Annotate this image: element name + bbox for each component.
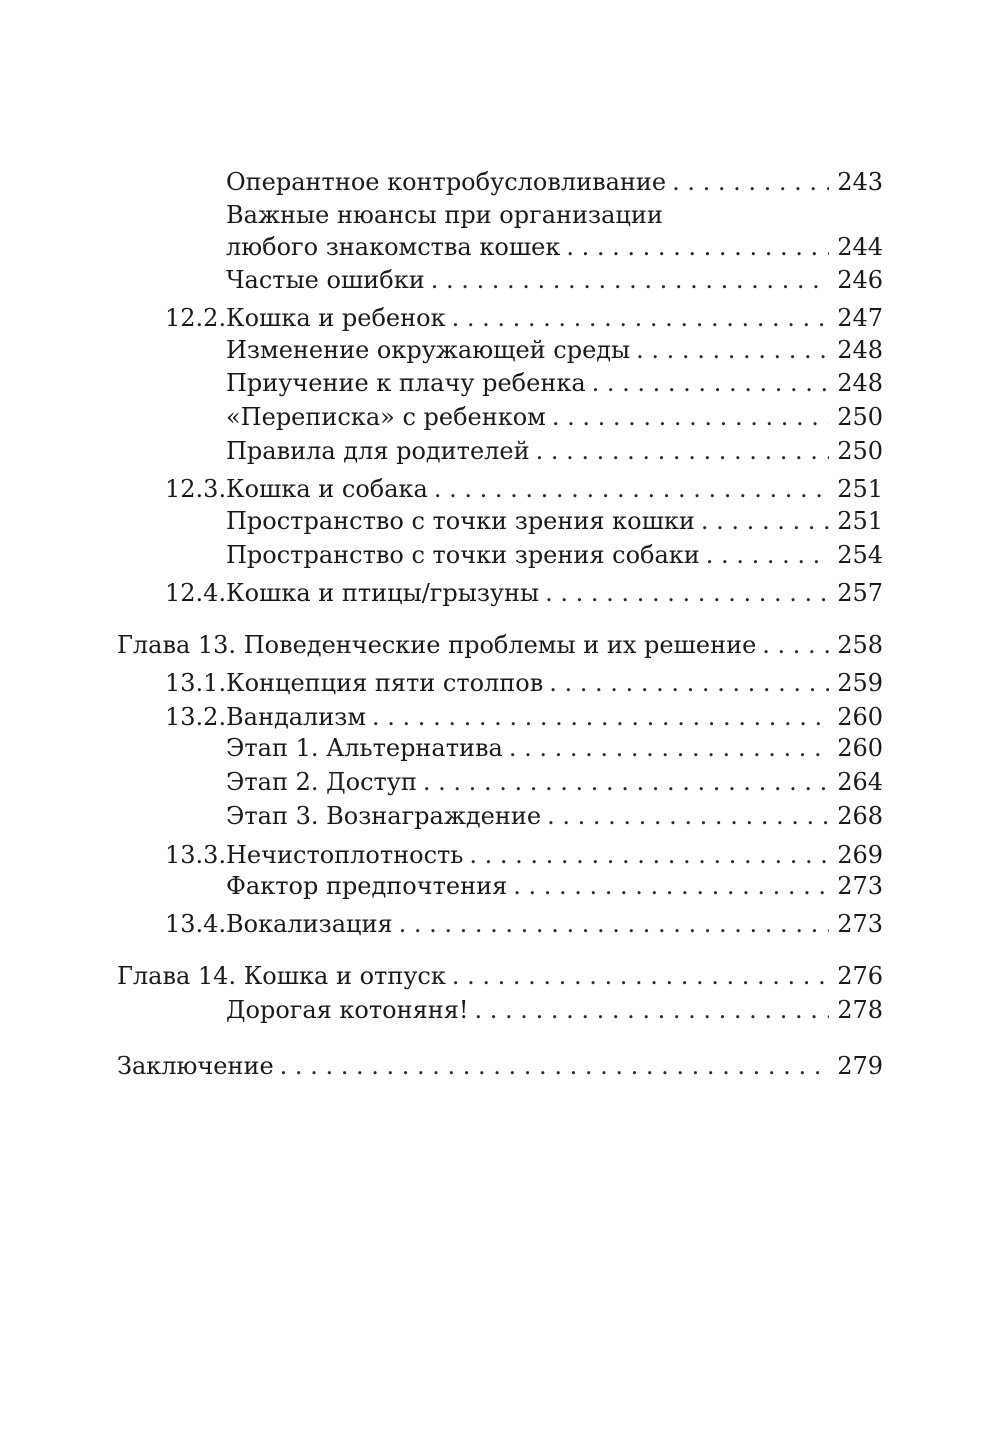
toc-entry	[165, 667, 883, 699]
toc-entry-title: Дорогая котоняня!	[226, 996, 469, 1024]
toc-chapter-title: Глава 13. Поведенческие проблемы и их решение	[117, 631, 757, 659]
toc-entry-title: Пространство с точки зрения кошки	[226, 507, 695, 535]
toc-entry-title: Кошка и ребенок	[226, 304, 446, 332]
toc-entry-title: «Переписка» с ребенком	[226, 403, 546, 431]
toc-entry-number: 12.2.	[165, 304, 227, 332]
toc-chapter	[117, 960, 883, 992]
toc-entry-page: 276	[837, 962, 883, 990]
toc-entry	[226, 334, 883, 366]
dot-leader	[636, 334, 829, 366]
toc-entry	[165, 701, 883, 733]
toc-entry-title: Этап 1. Альтернатива	[226, 734, 503, 762]
dot-leader	[431, 264, 829, 296]
toc-entry-title: Пространство с точки зрения собаки	[226, 541, 700, 569]
toc-entry	[226, 264, 883, 296]
toc-entry-page: 248	[837, 336, 883, 364]
dot-leader	[701, 505, 829, 537]
toc-entry-page: 250	[837, 437, 883, 465]
dot-leader	[762, 629, 829, 661]
toc-entry	[226, 732, 883, 764]
dot-leader	[552, 401, 829, 433]
toc-entry-page: 258	[837, 631, 883, 659]
dot-leader	[372, 701, 829, 733]
dot-leader	[452, 302, 830, 334]
toc-entry-number: 13.4.	[165, 910, 227, 938]
toc-entry	[165, 839, 883, 871]
toc-entry	[226, 539, 883, 571]
toc-entry-page: 268	[837, 802, 883, 830]
toc-entry-page: 250	[837, 403, 883, 431]
toc-entry	[165, 302, 883, 334]
toc-entry-title: Концепция пяти столпов	[226, 669, 544, 697]
toc-entry-number: 13.2.	[165, 703, 227, 731]
dot-leader	[547, 800, 829, 832]
toc-entry	[226, 435, 883, 467]
toc-entry	[226, 994, 883, 1026]
toc-entry-page: 259	[837, 669, 883, 697]
dot-leader	[706, 539, 829, 571]
toc-entry-page: 251	[837, 475, 883, 503]
dot-leader	[545, 577, 829, 609]
toc-entry	[226, 766, 883, 798]
toc-entry-page: 269	[837, 841, 883, 869]
toc-entry-page: 273	[837, 910, 883, 938]
toc-chapter	[117, 629, 883, 661]
toc-entry-page: 246	[837, 266, 883, 294]
dot-leader	[592, 367, 830, 399]
toc-entry-number: 12.3.	[165, 475, 227, 503]
dot-leader	[549, 667, 829, 699]
toc-entry-page: 257	[837, 579, 883, 607]
dot-leader	[566, 231, 829, 263]
toc-entry	[165, 908, 883, 940]
toc-entry	[226, 800, 883, 832]
toc-chapter-title: Глава 14. Кошка и отпуск	[117, 962, 446, 990]
toc-entry-title: Фактор предпочтения	[226, 872, 508, 900]
toc-entry	[226, 166, 883, 198]
toc-entry-title: Частые ошибки	[226, 266, 425, 294]
toc-entry	[226, 367, 883, 399]
dot-leader	[434, 473, 829, 505]
toc-entry-page: 273	[837, 872, 883, 900]
toc-entry-title: Этап 3. Вознаграждение	[226, 802, 542, 830]
toc-entry-page: 279	[837, 1052, 883, 1080]
toc-entry-title: Этап 2. Доступ	[226, 768, 417, 796]
toc-entry-page: 264	[837, 768, 883, 796]
toc-entry	[165, 577, 883, 609]
toc-entry-page: 260	[837, 703, 883, 731]
toc-entry-title: Вандализм	[226, 703, 367, 731]
toc-entry-title-line2: любого знакомства кошек	[226, 233, 561, 261]
toc-entry-title-line1: Важные нюансы при организации	[226, 201, 663, 229]
toc-entry	[226, 401, 883, 433]
toc-entry-title: Кошка и собака	[226, 475, 428, 503]
toc-entry-page: 247	[837, 304, 883, 332]
dot-leader	[423, 766, 829, 798]
toc-entry-page: 243	[837, 168, 883, 196]
dot-leader	[513, 870, 829, 902]
toc-chapter-title: Заключение	[117, 1052, 274, 1080]
toc-entry-number: 13.3.	[165, 841, 227, 869]
toc-entry-title: Нечистоплотность	[226, 841, 464, 869]
toc-entry-page: 248	[837, 369, 883, 397]
dot-leader	[469, 839, 829, 871]
toc-entry-title: Изменение окружающей среды	[226, 336, 631, 364]
toc-entry-number: 12.4.	[165, 579, 227, 607]
toc-entry	[165, 473, 883, 505]
toc-entry	[226, 505, 883, 537]
toc-entry	[226, 199, 883, 263]
toc-chapter	[117, 1050, 883, 1082]
toc-entry	[226, 870, 883, 902]
toc-entry-page: 244	[837, 233, 883, 261]
toc-entry-page: 278	[837, 996, 883, 1024]
toc-entry-title: Приучение к плачу ребенка	[226, 369, 586, 397]
dot-leader	[536, 435, 830, 467]
toc-entry-number: 13.1.	[165, 669, 227, 697]
toc-entry-title: Вокализация	[226, 910, 393, 938]
dot-leader	[452, 960, 829, 992]
dot-leader	[672, 166, 829, 198]
toc-entry-title: Оперантное контробусловливание	[226, 168, 667, 196]
toc-entry-title: Правила для родителей	[226, 437, 530, 465]
dot-leader	[399, 908, 830, 940]
toc-entry-page: 254	[837, 541, 883, 569]
dot-leader	[509, 732, 829, 764]
toc-entry-title: Кошка и птицы/грызуны	[226, 579, 540, 607]
toc-entry-page: 251	[837, 507, 883, 535]
dot-leader	[475, 994, 830, 1026]
dot-leader	[280, 1050, 830, 1082]
toc-entry-page: 260	[837, 734, 883, 762]
